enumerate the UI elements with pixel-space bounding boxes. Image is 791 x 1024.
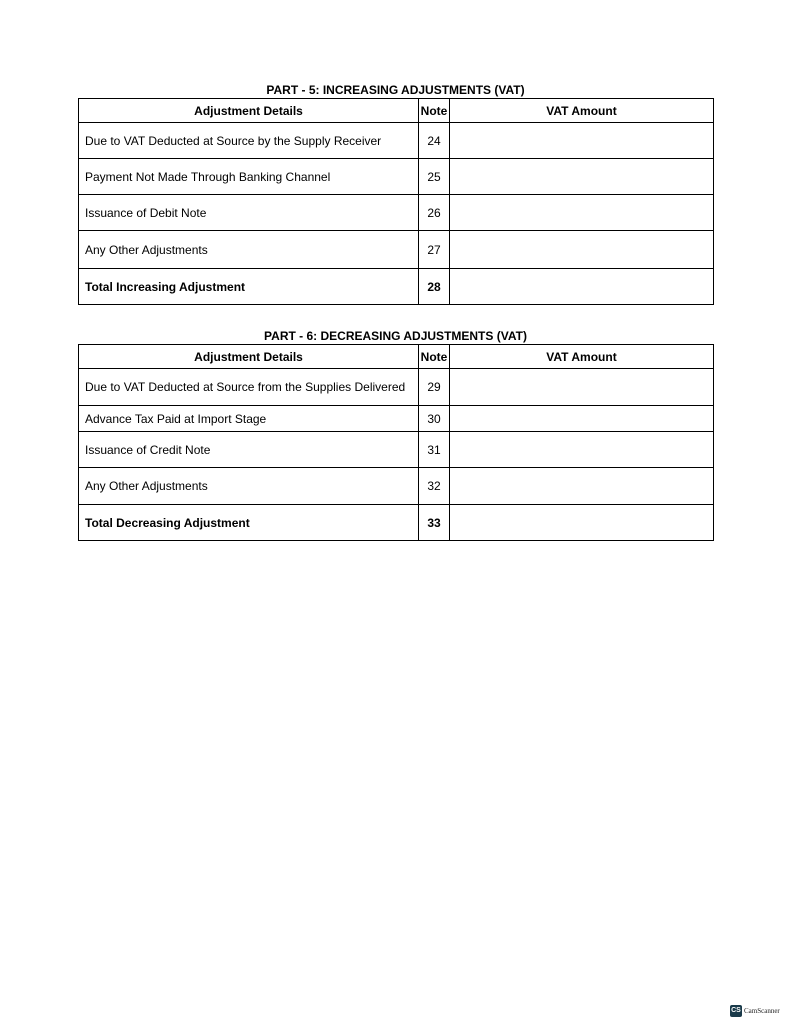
row-note: 24	[419, 123, 450, 159]
header-note: Note	[419, 345, 450, 369]
part-5-table	[78, 98, 714, 305]
row-note: 27	[419, 231, 450, 269]
row-details: Issuance of Debit Note	[79, 195, 419, 231]
vat-amount-cell[interactable]	[450, 406, 714, 432]
table-row	[79, 432, 714, 468]
table-row	[79, 123, 714, 159]
vat-amount-cell[interactable]	[450, 231, 714, 269]
camscanner-watermark	[730, 1005, 780, 1017]
part-6-table	[78, 344, 714, 541]
row-note: 26	[419, 195, 450, 231]
vat-amount-cell[interactable]	[450, 195, 714, 231]
row-details: Advance Tax Paid at Import Stage	[79, 406, 419, 432]
row-details: Payment Not Made Through Banking Channel	[79, 159, 419, 195]
part-5-section	[78, 82, 713, 305]
header-adjustment-details: Adjustment Details	[79, 345, 419, 369]
part-6-title: PART - 6: DECREASING ADJUSTMENTS (VAT)	[264, 329, 527, 343]
row-note: 30	[419, 406, 450, 432]
row-note: 31	[419, 432, 450, 468]
vat-amount-cell[interactable]	[450, 369, 714, 406]
header-adjustment-details: Adjustment Details	[79, 99, 419, 123]
total-row	[79, 269, 714, 305]
camscanner-text: CamScanner	[744, 1007, 780, 1015]
total-vat-amount-cell[interactable]	[450, 269, 714, 305]
header-note: Note	[419, 99, 450, 123]
table-row	[79, 231, 714, 269]
table-row	[79, 406, 714, 432]
table-row	[79, 468, 714, 505]
part-5-title: PART - 5: INCREASING ADJUSTMENTS (VAT)	[266, 83, 525, 97]
vat-amount-cell[interactable]	[450, 468, 714, 505]
header-vat-amount: VAT Amount	[450, 345, 714, 369]
total-details: Total Decreasing Adjustment	[79, 505, 419, 541]
row-details: Any Other Adjustments	[79, 231, 419, 269]
table-header-row	[79, 345, 714, 369]
row-details: Issuance of Credit Note	[79, 432, 419, 468]
row-details: Due to VAT Deducted at Source by the Supply Receiver	[79, 123, 419, 159]
table-row	[79, 195, 714, 231]
vat-amount-cell[interactable]	[450, 159, 714, 195]
row-details: Due to VAT Deducted at Source from the Supplies Delivered	[79, 369, 419, 406]
row-note: 25	[419, 159, 450, 195]
total-note: 33	[419, 505, 450, 541]
table-row	[79, 369, 714, 406]
total-note: 28	[419, 269, 450, 305]
total-details: Total Increasing Adjustment	[79, 269, 419, 305]
row-details: Any Other Adjustments	[79, 468, 419, 505]
part-6-section	[78, 328, 713, 541]
row-note: 29	[419, 369, 450, 406]
table-row	[79, 159, 714, 195]
row-note: 32	[419, 468, 450, 505]
header-vat-amount: VAT Amount	[450, 99, 714, 123]
total-vat-amount-cell[interactable]	[450, 505, 714, 541]
total-row	[79, 505, 714, 541]
table-header-row	[79, 99, 714, 123]
vat-amount-cell[interactable]	[450, 123, 714, 159]
camscanner-logo-icon: CS	[730, 1005, 742, 1017]
vat-amount-cell[interactable]	[450, 432, 714, 468]
